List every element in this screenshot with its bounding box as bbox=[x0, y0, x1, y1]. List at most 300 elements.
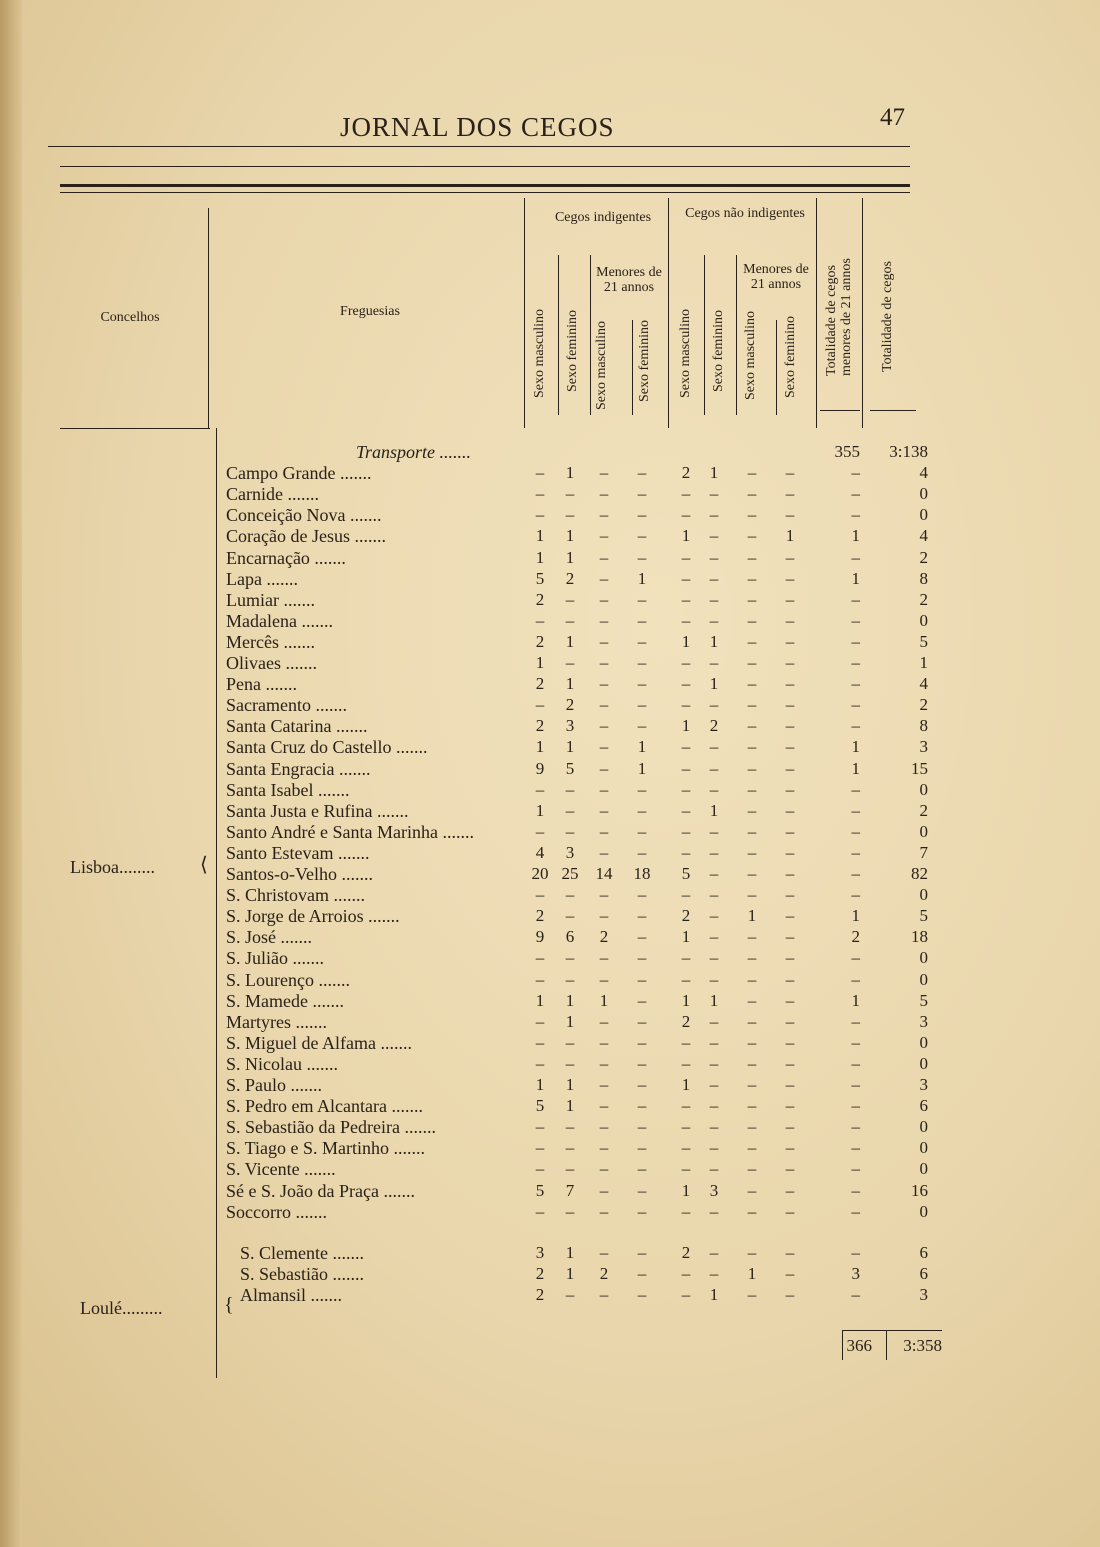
table-cell: – bbox=[681, 1138, 691, 1158]
table-cell: – bbox=[851, 610, 860, 630]
table-cell: 1 bbox=[565, 990, 575, 1010]
table-cell: – bbox=[747, 1180, 757, 1200]
table-cell: – bbox=[747, 1138, 757, 1158]
table-cell: – bbox=[747, 990, 757, 1010]
freguesia-name: Santa Engracia ....... bbox=[226, 758, 371, 779]
table-cell: – bbox=[599, 1201, 609, 1221]
table-cell: – bbox=[747, 1032, 757, 1052]
table-cell: – bbox=[851, 1096, 860, 1116]
table-cell: – bbox=[681, 653, 691, 672]
table-cell: 2 bbox=[919, 800, 928, 820]
table-cell: – bbox=[681, 758, 691, 778]
table-cell: – bbox=[637, 842, 647, 862]
table-cell: – bbox=[785, 1053, 795, 1073]
table-row bbox=[0, 1012, 1100, 1033]
table-cell: – bbox=[747, 758, 757, 778]
table-cell: 5 bbox=[919, 631, 928, 651]
table-cell: 14 bbox=[595, 864, 613, 883]
table-cell: 1 bbox=[919, 653, 928, 672]
indigentes-header: Cegos indigentes bbox=[554, 210, 652, 225]
table-cell: 2 bbox=[535, 589, 545, 609]
freguesia-name: Almansil ....... bbox=[240, 1284, 342, 1305]
table-cell: – bbox=[637, 695, 647, 715]
table-cell: 0 bbox=[919, 1201, 928, 1221]
table-cell: – bbox=[565, 885, 575, 905]
table-cell: – bbox=[785, 484, 795, 504]
table-cell: 6 bbox=[565, 927, 575, 947]
table-cell: – bbox=[747, 547, 757, 567]
table-cell: 355 bbox=[834, 442, 860, 461]
freguesias-header: Freguesias bbox=[340, 304, 400, 319]
table-cell: – bbox=[535, 695, 545, 715]
table-cell: 3:138 bbox=[889, 442, 928, 461]
table-cell: – bbox=[851, 1053, 860, 1073]
table-cell: – bbox=[535, 885, 545, 905]
table-cell: – bbox=[599, 674, 609, 694]
table-cell: – bbox=[851, 885, 860, 905]
table-cell: – bbox=[709, 1242, 719, 1262]
table-cell: 18 bbox=[911, 927, 928, 947]
table-cell: – bbox=[851, 948, 860, 968]
table-cell: – bbox=[565, 1138, 575, 1158]
table-cell: 1 bbox=[535, 653, 545, 672]
table-cell: – bbox=[565, 821, 575, 841]
table-cell: 4 bbox=[919, 526, 928, 546]
col-divider bbox=[816, 198, 817, 428]
freguesia-name: S. Jorge de Arroios ....... bbox=[226, 906, 400, 927]
table-cell: – bbox=[599, 885, 609, 905]
table-row bbox=[0, 1138, 1100, 1159]
table-cell: – bbox=[709, 1201, 719, 1221]
table-cell: 1 bbox=[565, 1075, 575, 1094]
table-cell: – bbox=[709, 589, 719, 609]
table-cell: 1 bbox=[851, 758, 860, 778]
table-cell: – bbox=[709, 484, 719, 504]
table-cell: – bbox=[785, 1159, 795, 1179]
table-cell: – bbox=[637, 906, 647, 926]
freguesia-name: S. Vicente ....... bbox=[226, 1159, 336, 1180]
table-row bbox=[0, 1075, 1100, 1096]
table-cell: – bbox=[747, 737, 757, 757]
table-cell: – bbox=[851, 1159, 860, 1179]
table-cell: – bbox=[747, 716, 757, 736]
table-cell: – bbox=[535, 821, 545, 841]
freguesia-name: Santo Estevam ....... bbox=[226, 842, 370, 863]
freguesia-name: Olivaes ....... bbox=[226, 653, 317, 673]
table-cell: – bbox=[637, 674, 647, 694]
table-cell: 0 bbox=[919, 1053, 928, 1073]
table-cell: – bbox=[851, 800, 860, 820]
table-cell: – bbox=[681, 1201, 691, 1221]
table-cell: 2 bbox=[535, 631, 545, 651]
table-cell: – bbox=[709, 568, 719, 588]
table-cell: 6 bbox=[919, 1263, 928, 1283]
table-row bbox=[0, 1243, 1100, 1264]
table-cell: – bbox=[785, 589, 795, 609]
freguesia-name: Campo Grande ....... bbox=[226, 463, 372, 484]
table-cell: – bbox=[747, 568, 757, 588]
table-cell: 3 bbox=[919, 737, 928, 757]
table-cell: 0 bbox=[919, 505, 928, 525]
table-row bbox=[0, 590, 1100, 611]
table-cell: – bbox=[709, 610, 719, 630]
table-cell: – bbox=[535, 1159, 545, 1179]
brace-lisboa: ⟨ bbox=[200, 854, 208, 876]
table-row bbox=[0, 716, 1100, 737]
table-cell: – bbox=[681, 821, 691, 841]
table-row bbox=[0, 843, 1100, 864]
table-cell: 1 bbox=[709, 674, 719, 694]
table-cell: – bbox=[637, 716, 647, 736]
table-cell: – bbox=[709, 779, 719, 799]
table-cell: – bbox=[785, 716, 795, 736]
table-cell: 20 bbox=[531, 864, 549, 883]
table-row bbox=[0, 1202, 1100, 1223]
table-cell: – bbox=[535, 463, 545, 483]
table-cell: 1 bbox=[535, 526, 545, 546]
table-cell: 0 bbox=[919, 484, 928, 504]
table-cell: – bbox=[535, 1011, 545, 1031]
table-cell: 0 bbox=[919, 969, 928, 989]
table-cell: – bbox=[681, 948, 691, 968]
table-cell: 1 bbox=[535, 737, 545, 757]
table-cell: – bbox=[851, 864, 860, 883]
total-cegos: 3:358 bbox=[903, 1336, 942, 1355]
table-row bbox=[0, 1096, 1100, 1117]
table-cell: 82 bbox=[911, 864, 928, 883]
col-divider bbox=[862, 198, 863, 428]
table-cell: – bbox=[785, 800, 795, 820]
table-cell: – bbox=[599, 906, 609, 926]
table-cell: – bbox=[599, 1159, 609, 1179]
table-row bbox=[0, 759, 1100, 780]
table-cell: – bbox=[535, 1117, 545, 1137]
feminino-label: feminino bbox=[637, 319, 652, 371]
table-cell: – bbox=[747, 1242, 757, 1262]
table-cell: – bbox=[709, 526, 719, 546]
table-cell: 2 bbox=[709, 716, 719, 736]
table-cell: – bbox=[709, 1053, 719, 1073]
table-cell: 1 bbox=[565, 1242, 575, 1262]
table-cell: – bbox=[535, 484, 545, 504]
table-cell: – bbox=[681, 610, 691, 630]
table-cell: – bbox=[851, 842, 860, 862]
table-cell: – bbox=[709, 1117, 719, 1137]
table-cell: 16 bbox=[911, 1180, 928, 1200]
table-cell: – bbox=[851, 821, 860, 841]
table-cell: 1 bbox=[709, 463, 719, 483]
table-cell: – bbox=[709, 1096, 719, 1116]
table-cell: – bbox=[709, 653, 719, 672]
table-row bbox=[0, 674, 1100, 695]
col-ind-fem: Sexo feminino bbox=[565, 309, 580, 392]
table-cell: – bbox=[599, 695, 609, 715]
table-cell: – bbox=[851, 716, 860, 736]
col-ind-men-fem bbox=[637, 320, 652, 402]
table-cell: 9 bbox=[535, 927, 545, 947]
table-cell: – bbox=[599, 842, 609, 862]
table-cell: 3 bbox=[919, 1284, 928, 1304]
col-ind-men-masc bbox=[594, 321, 609, 410]
table-cell: – bbox=[785, 1032, 795, 1052]
table-cell: 1 bbox=[599, 990, 609, 1010]
table-cell: – bbox=[599, 1075, 609, 1094]
table-cell: – bbox=[681, 885, 691, 905]
table-cell: – bbox=[785, 653, 795, 672]
sexo-label: Sexo bbox=[637, 374, 652, 402]
concelho-loule: Loulé......... bbox=[80, 1298, 163, 1318]
table-cell: – bbox=[785, 927, 795, 947]
table-cell: – bbox=[637, 1096, 647, 1116]
table-cell: – bbox=[535, 610, 545, 630]
table-cell: – bbox=[709, 1011, 719, 1031]
table-cell: – bbox=[747, 463, 757, 483]
table-cell: 1 bbox=[851, 906, 860, 926]
total-menores: 366 bbox=[846, 1336, 872, 1355]
table-cell: 3 bbox=[709, 1180, 719, 1200]
table-row bbox=[0, 737, 1100, 758]
table-cell: – bbox=[599, 589, 609, 609]
table-cell: – bbox=[637, 969, 647, 989]
table-cell: – bbox=[709, 969, 719, 989]
table-cell: – bbox=[851, 1180, 860, 1200]
table-cell: 1 bbox=[681, 927, 691, 947]
table-cell: 1 bbox=[681, 1180, 691, 1200]
table-cell: – bbox=[785, 674, 795, 694]
table-cell: – bbox=[535, 969, 545, 989]
table-row bbox=[0, 864, 1100, 885]
table-cell: – bbox=[599, 1032, 609, 1052]
table-cell: 2 bbox=[565, 695, 575, 715]
table-cell: – bbox=[709, 821, 719, 841]
table-cell: – bbox=[599, 1011, 609, 1031]
table-cell: – bbox=[747, 779, 757, 799]
table-cell: 1 bbox=[565, 547, 575, 567]
table-cell: – bbox=[785, 568, 795, 588]
table-cell: 1 bbox=[565, 631, 575, 651]
table-cell: – bbox=[599, 737, 609, 757]
table-cell: – bbox=[681, 737, 691, 757]
table-cell: 0 bbox=[919, 1117, 928, 1137]
table-cell: – bbox=[565, 610, 575, 630]
table-cell: 3 bbox=[919, 1011, 928, 1031]
table-cell: 5 bbox=[919, 906, 928, 926]
table-cell: 1 bbox=[637, 758, 647, 778]
table-cell: – bbox=[851, 463, 860, 483]
table-cell: 2 bbox=[535, 1284, 545, 1304]
concelhos-header: Concelhos bbox=[100, 310, 160, 325]
table-cell: 5 bbox=[535, 568, 545, 588]
freguesia-name: S. Christovam ....... bbox=[226, 885, 366, 906]
table-cell: – bbox=[709, 695, 719, 715]
table-cell: – bbox=[565, 1032, 575, 1052]
table-cell: – bbox=[599, 484, 609, 504]
table-cell: – bbox=[599, 969, 609, 989]
freguesia-name: Pena ....... bbox=[226, 674, 297, 695]
table-cell: 1 bbox=[709, 631, 719, 651]
table-cell: 0 bbox=[919, 948, 928, 968]
table-cell: – bbox=[709, 547, 719, 567]
table-cell: 1 bbox=[851, 737, 860, 757]
table-cell: – bbox=[709, 758, 719, 778]
col-divider bbox=[558, 255, 559, 415]
table-cell: – bbox=[747, 674, 757, 694]
sexo-label: Sexo bbox=[594, 382, 609, 410]
table-cell: – bbox=[599, 1053, 609, 1073]
table-cell: 5 bbox=[565, 758, 575, 778]
table-cell: – bbox=[747, 1011, 757, 1031]
table-cell: – bbox=[747, 864, 757, 883]
table-cell: – bbox=[565, 1201, 575, 1221]
table-cell: 1 bbox=[637, 568, 647, 588]
table-cell: – bbox=[785, 779, 795, 799]
col-ind-masc: Sexo masculino bbox=[532, 308, 547, 398]
table-cell: – bbox=[785, 547, 795, 567]
freguesia-name: S. Tiago e S. Martinho ....... bbox=[226, 1138, 426, 1159]
table-cell: – bbox=[637, 653, 647, 672]
table-cell: – bbox=[637, 821, 647, 841]
freguesia-name: Soccorro ....... bbox=[226, 1201, 327, 1222]
table-top-rule bbox=[60, 184, 910, 187]
table-cell: – bbox=[747, 1096, 757, 1116]
table-cell: 15 bbox=[911, 758, 928, 778]
table-cell: 8 bbox=[919, 716, 928, 736]
table-cell: – bbox=[851, 695, 860, 715]
freguesia-name: S. Sebastião da Pedreira ....... bbox=[226, 1117, 436, 1138]
table-cell: – bbox=[599, 800, 609, 820]
table-row bbox=[0, 1159, 1100, 1180]
table-cell: 6 bbox=[919, 1242, 928, 1262]
table-cell: – bbox=[785, 1011, 795, 1031]
table-cell: 0 bbox=[919, 1138, 928, 1158]
table-cell: – bbox=[851, 1032, 860, 1052]
table-row bbox=[0, 885, 1100, 906]
table-cell: 8 bbox=[919, 568, 928, 588]
freguesia-name: S. José ....... bbox=[226, 927, 313, 948]
table-cell: – bbox=[851, 484, 860, 504]
table-cell: – bbox=[747, 969, 757, 989]
table-row bbox=[0, 780, 1100, 801]
table-cell: – bbox=[681, 1096, 691, 1116]
table-cell: – bbox=[747, 631, 757, 651]
freguesia-name: Madalena ....... bbox=[226, 610, 333, 631]
table-row bbox=[0, 970, 1100, 991]
table-cell: 2 bbox=[681, 463, 691, 483]
table-cell: – bbox=[681, 589, 691, 609]
table-row bbox=[0, 1181, 1100, 1202]
page-number: 47 bbox=[880, 104, 905, 131]
table-cell: 1 bbox=[681, 1075, 691, 1094]
table-cell: 2 bbox=[565, 568, 575, 588]
table-row bbox=[0, 484, 1100, 505]
table-cell: – bbox=[637, 589, 647, 609]
table-cell: 2 bbox=[535, 716, 545, 736]
table-cell: 1 bbox=[535, 800, 545, 820]
table-cell: – bbox=[599, 610, 609, 630]
table-cell: – bbox=[747, 1117, 757, 1137]
table-row bbox=[0, 906, 1100, 927]
table-cell: – bbox=[637, 1242, 647, 1262]
table-cell: – bbox=[785, 758, 795, 778]
table-cell: – bbox=[681, 505, 691, 525]
table-cell: – bbox=[565, 1159, 575, 1179]
table-cell: 2 bbox=[851, 927, 860, 947]
table-cell: – bbox=[681, 800, 691, 820]
table-cell: – bbox=[637, 547, 647, 567]
table-cell: – bbox=[681, 1159, 691, 1179]
sexo-label: Sexo bbox=[783, 370, 798, 398]
table-cell: 4 bbox=[919, 674, 928, 694]
table-cell: 2 bbox=[681, 1242, 691, 1262]
table-cell: 5 bbox=[535, 1096, 545, 1116]
col-nind-men-masc bbox=[743, 311, 758, 400]
table-cell: 1 bbox=[681, 990, 691, 1010]
table-cell: – bbox=[681, 1284, 691, 1304]
table-cell: – bbox=[681, 547, 691, 567]
table-cell: – bbox=[785, 990, 795, 1010]
table-cell: 1 bbox=[709, 990, 719, 1010]
table-cell: – bbox=[565, 969, 575, 989]
table-cell: 1 bbox=[851, 526, 860, 546]
table-row bbox=[0, 801, 1100, 822]
col-divider bbox=[704, 255, 705, 415]
table-cell: – bbox=[785, 906, 795, 926]
table-cell: – bbox=[709, 1263, 719, 1283]
table-cell: 4 bbox=[535, 842, 545, 862]
freguesia-name: Santos-o-Velho ....... bbox=[226, 864, 373, 884]
table-cell: 1 bbox=[535, 990, 545, 1010]
table-cell: – bbox=[599, 631, 609, 651]
table-cell: – bbox=[785, 969, 795, 989]
table-cell: – bbox=[637, 1263, 647, 1283]
table-cell: – bbox=[851, 653, 860, 672]
table-cell: – bbox=[747, 1159, 757, 1179]
freguesia-name: Santa Isabel ....... bbox=[226, 779, 350, 800]
table-cell: – bbox=[599, 758, 609, 778]
table-cell: 1 bbox=[681, 716, 691, 736]
table-cell: 1 bbox=[785, 526, 795, 546]
table-cell: – bbox=[637, 526, 647, 546]
table-cell: – bbox=[681, 568, 691, 588]
table-cell: – bbox=[747, 927, 757, 947]
col-divider bbox=[736, 255, 737, 415]
table-cell: – bbox=[599, 1117, 609, 1137]
table-cell: – bbox=[785, 505, 795, 525]
freguesia-name: Carnide ....... bbox=[226, 484, 319, 505]
table-cell: 25 bbox=[561, 864, 579, 883]
table-cell: – bbox=[851, 1138, 860, 1158]
table-row bbox=[0, 1054, 1100, 1075]
table-row bbox=[0, 569, 1100, 590]
table-cell: – bbox=[599, 653, 609, 672]
freguesia-name: Santa Justa e Rufina ....... bbox=[226, 800, 409, 821]
table-cell: 0 bbox=[919, 821, 928, 841]
table-top-rule-thin bbox=[60, 166, 910, 167]
table-cell: 2 bbox=[919, 695, 928, 715]
freguesia-name: Transporte ....... bbox=[356, 442, 472, 462]
table-cell: – bbox=[681, 969, 691, 989]
table-cell: – bbox=[637, 1011, 647, 1031]
table-cell: 7 bbox=[919, 842, 928, 862]
table-cell: – bbox=[637, 948, 647, 968]
table-cell: – bbox=[709, 1159, 719, 1179]
col-total-menores: Totalidade de cegos menores de 21 annos bbox=[824, 258, 854, 376]
table-cell: – bbox=[599, 1180, 609, 1200]
table-cell: – bbox=[785, 737, 795, 757]
col-divider bbox=[208, 208, 209, 428]
table-cell: 1 bbox=[565, 1011, 575, 1031]
col-divider bbox=[776, 320, 777, 415]
